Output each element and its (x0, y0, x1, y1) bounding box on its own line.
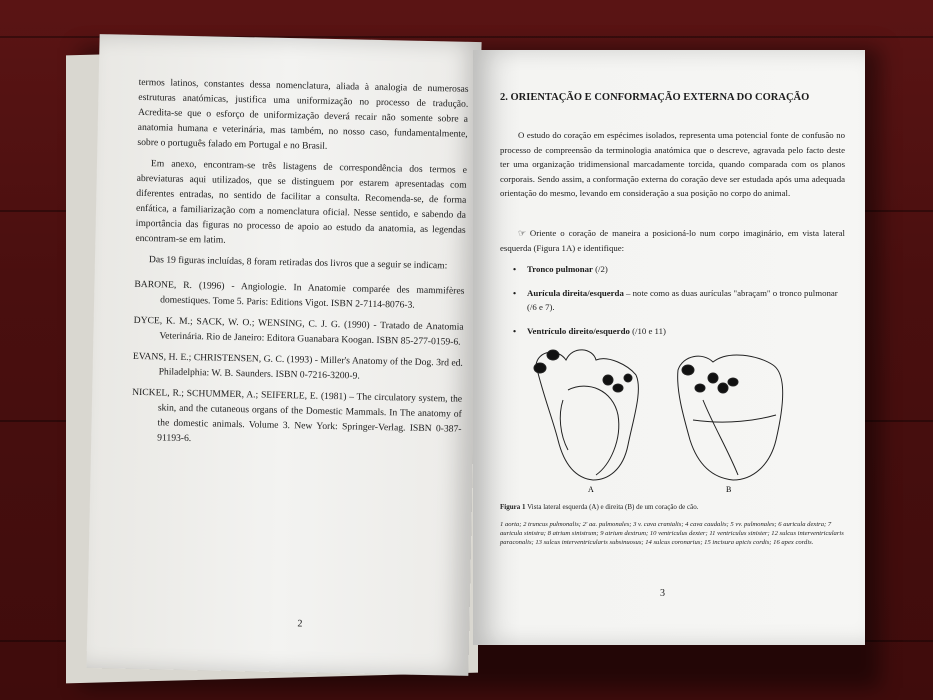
paragraph-1: termos latinos, constantes dessa nomenclatura, aliada à analogia de numerosas estruturas anatómicas, justifica uma uniformização no processo de tradução. Acredita-se que o esforço de uniformização deverá recair não somente sobre a anatomia humana e veterinária, mas também, no nosso caso, fundamentalmente, sobre o português falado em Portugal e no Brasil. (137, 76, 469, 152)
bullet-ventriculo: • Ventrículo direito/esquerdo (/10 e 11) (513, 324, 843, 338)
heart-figure (518, 340, 803, 495)
figure-label-a: A (588, 485, 594, 494)
instruction-paragraph: ☞ Oriente o coração de maneira a posicioná-lo num corpo imaginário, em vista lateral esquerda (Figura 1A) e identifique: (500, 228, 845, 253)
reference-dyce: DYCE, K. M.; SACK, W. O.; WENSING, C. J. G. (1990) - Tratado de Anatomia Veterinária. Rio de Janeiro: Editora Guanabara Koogan. ISBN 85-277-0159-6. (133, 314, 464, 348)
right-page (473, 50, 865, 645)
bullet-list (513, 262, 843, 348)
reference-barone: BARONE, R. (1996) - Angiologie. In Anatomie comparée des mammifères domestiques. Tome 5. Paris: Editions Vigot. ISBN 2-7114-8076-3. (134, 278, 465, 311)
paragraph-2: Em anexo, encontram-se três listagens de correspondência dos termos e abreviaturas aqui utilizados, que se distinguem por estarem apresentadas com diferentes entradas, no sentido de facilitar a consulta. Recomenda-se, de forma enfática, a familiarização com a nomenclatura oficial. Nesse sentido, e sabendo da importância das figuras no processo de apoio ao estudo da anatomia, as legendas encontram-se em latim. (135, 158, 468, 246)
heart-left-view (534, 350, 638, 480)
reference-evans: EVANS, H. E.; CHRISTENSEN, G. C. (1993) - Miller's Anatomy of the Dog. 3rd ed. Philadelphia: W. B. Saunders. ISBN 0-7216-3200-9. (132, 350, 463, 382)
figure-label-b: B (726, 485, 732, 494)
right-page-number: 3 (660, 588, 665, 599)
paragraph-3: Das 19 figuras incluídas, 8 foram retiradas dos livros que a seguir se indicam: (148, 254, 448, 272)
intro-paragraph: O estudo do coração em espécimes isolados, representa uma potencial fonte de confusão no processo de compreensão da terminologia anatómica que o descreve, agravada pelo facto deste ter uma organização tridimensional marcadamente torcida, quando comparada com os planos corporais. Sendo assim, a conformação externa do coração deve ser estudada após uma adequada orientação do mesmo, levando em consideração a sua posição no corpo do animal. (500, 130, 845, 198)
heart-right-view (678, 355, 783, 480)
bullet-auricula: • Aurícula direita/esquerda – note como as duas aurículas "abraçam" o tronco pulmonar (/6 e 7). (513, 286, 843, 314)
bullet-tronco: • Tronco pulmonar (/2) (513, 262, 843, 276)
left-page-number: 2 (297, 618, 303, 630)
reference-nickel: NICKEL, R.; SCHUMMER, A.; SEIFERLE, E. (1981) – The circulatory system, the skin, and the cutaneous organs of the Domestic Mammals. In The anatomy of the domestic animals. Volume 3. New York: Springer-Verlag. ISBN 0-387-91193-6. (132, 386, 463, 445)
section-heading: 2. ORIENTAÇÃO E CONFORMAÇÃO EXTERNA DO CORAÇÃO (500, 92, 810, 103)
left-page-text (131, 75, 469, 458)
figure-legend: 1 aorta; 2 truncus pulmonalis; 2' aa. pulmonales; 3 v. cava cranialis; 4 cava caudalis; 5 vv. pulmonales; 6 auricula dextra; 7 auricula sinistra; 8 atrium sinistrum; 9 atrium dextrum; 10 ventriculus dexter; 11 ventriculus sinister; 12 sulcus interventricularis paraconalis; 13 sulcus interventricularis subsinuosus; 14 sulcus coronarius; 15 incisura apicis cordis; 16 apex cordis. (500, 521, 844, 546)
left-page (86, 34, 481, 676)
figure-caption: Figura 1 Vista lateral esquerda (A) e direita (B) de um coração de cão. (500, 503, 699, 511)
